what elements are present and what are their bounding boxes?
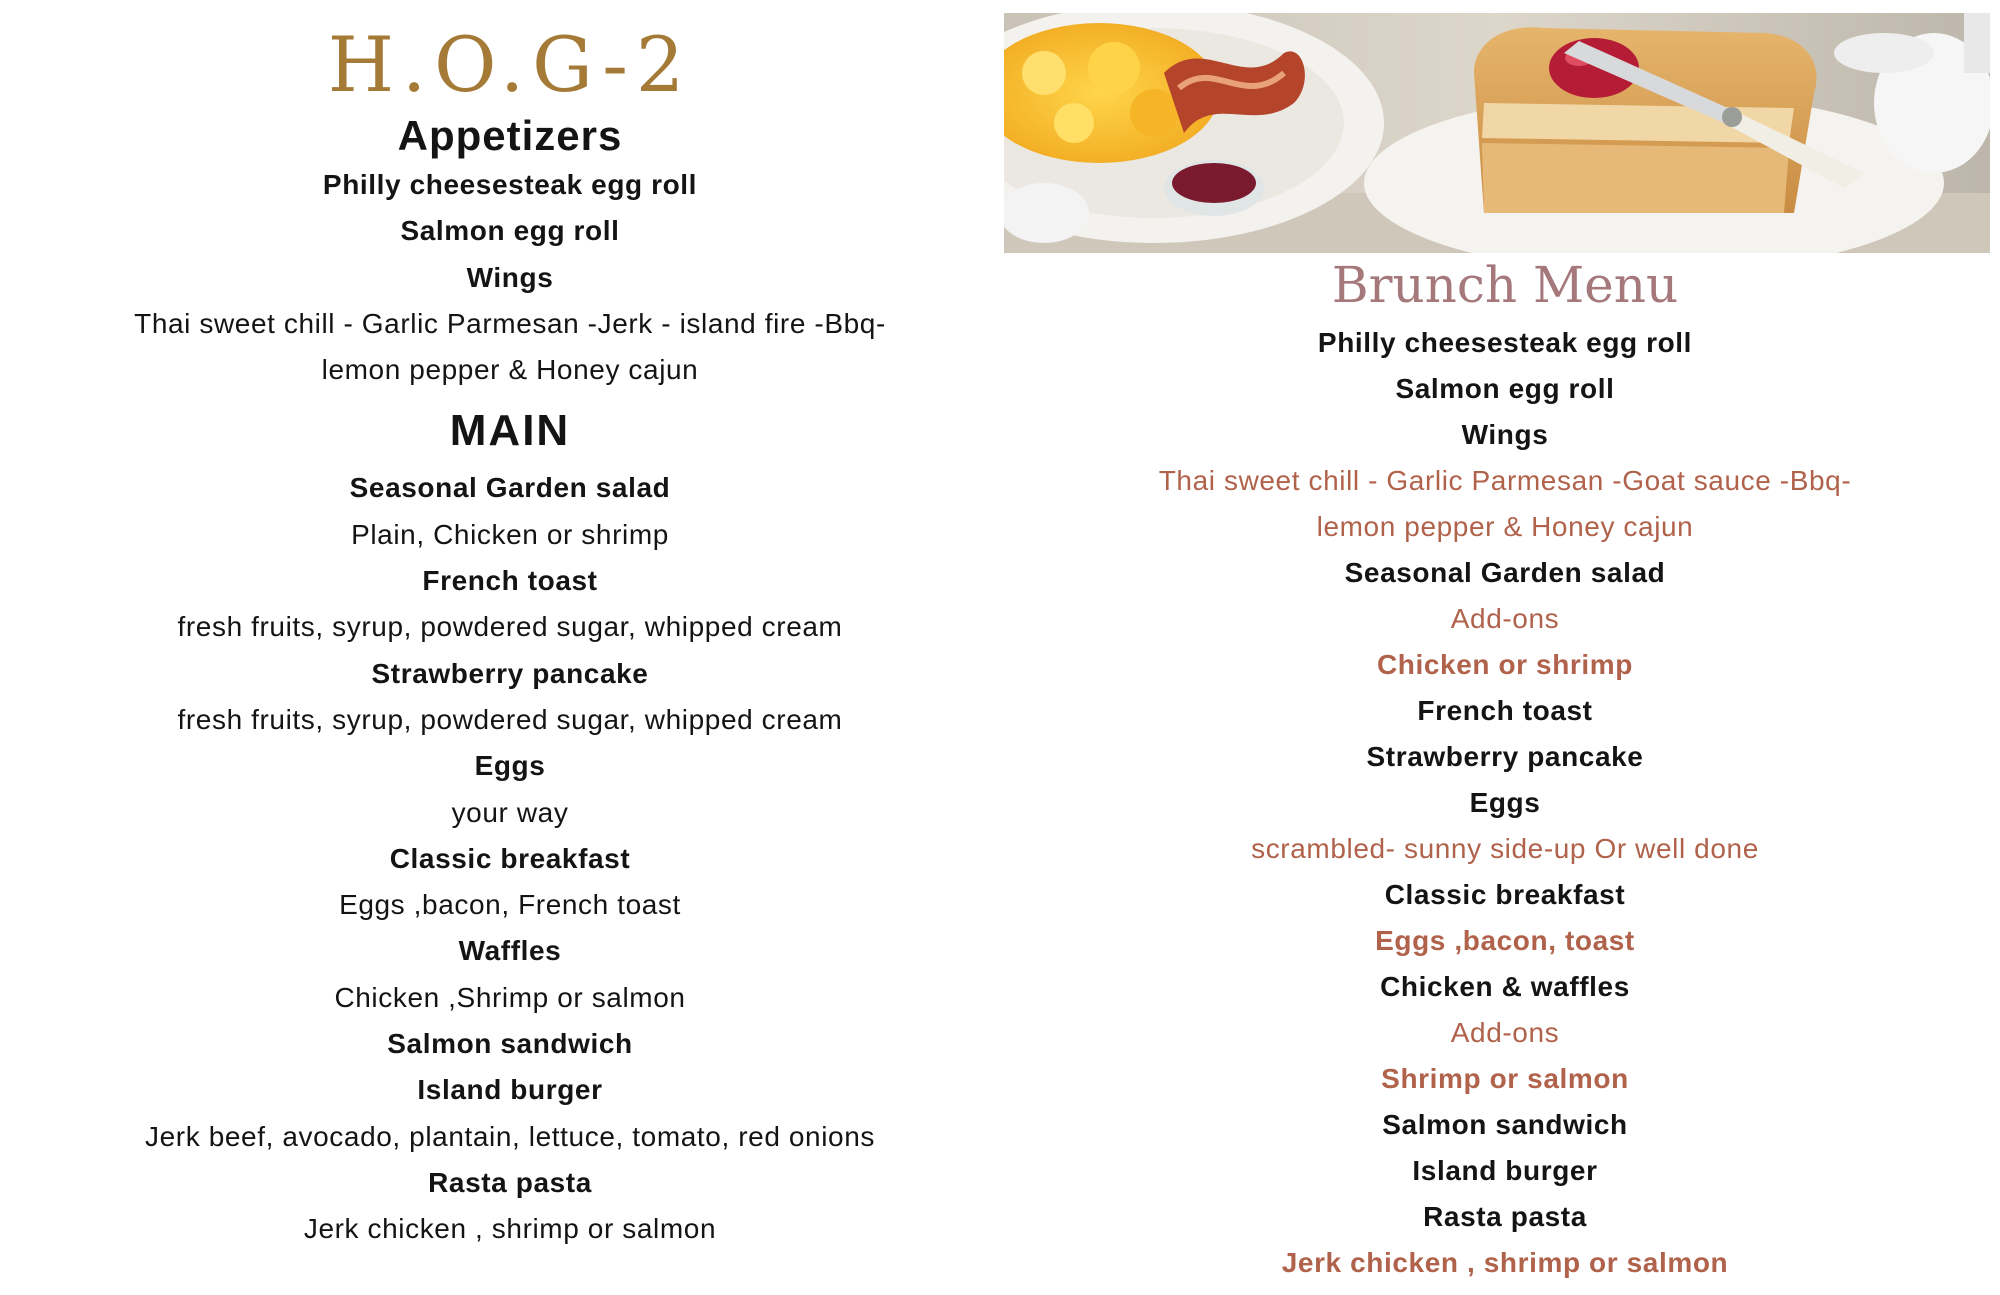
menu-item-name: Island burger (1412, 1155, 1598, 1186)
menu-item-name: Philly cheesesteak egg roll (1317, 327, 1693, 358)
menu-item-description: scrambled- sunny side-up Or well done (1251, 833, 1759, 864)
add-ons-options: Shrimp or salmon (1381, 1063, 1629, 1094)
menu-item-name: Eggs (474, 750, 546, 782)
menu-item-description: Jerk chicken , shrimp or salmon (1281, 1247, 1729, 1278)
menu-item-description: Eggs ,bacon, toast (1375, 925, 1635, 956)
menu-item-description: Thai sweet chill - Garlic Parmesan -Goat sauce -Bbq- (1158, 465, 1852, 496)
menu-item-name: Wings (1461, 419, 1549, 450)
menu-item-description: your way (451, 796, 569, 828)
add-ons-options: Chicken or shrimp (1376, 649, 1634, 680)
left-menu-column (10, 20, 1010, 1253)
menu-item-name: Rasta pasta (1423, 1201, 1587, 1232)
menu-item-name: Seasonal Garden salad (1344, 557, 1666, 588)
menu-item-name: Strawberry pancake (1366, 741, 1644, 772)
menu-item-description: lemon pepper & Honey cajun (1316, 511, 1694, 542)
brunch-menu-title: Brunch Menu (1331, 256, 1679, 314)
menu-item-name: Island burger (417, 1074, 603, 1106)
menu-item-description: Plain, Chicken or shrimp (351, 518, 669, 550)
menu-item-name: Waffles (458, 935, 562, 967)
main-heading: MAIN (449, 406, 571, 456)
menu-item-name: Salmon egg roll (1395, 373, 1615, 404)
brand-logo-text: H.O.G-2 (327, 20, 693, 109)
menu-item-description: Jerk chicken , shrimp or salmon (303, 1213, 717, 1245)
menu-item-name: Salmon egg roll (400, 215, 620, 247)
menu-item-name: French toast (1417, 695, 1593, 726)
menu-item-name: Salmon sandwich (1382, 1109, 1628, 1140)
menu-item-description: fresh fruits, syrup, powdered sugar, whipped cream (177, 611, 843, 643)
menu-item-description: Eggs ,bacon, French toast (339, 889, 681, 921)
menu-item-name: Philly cheesesteak egg roll (322, 169, 698, 200)
breakfast-photo (1004, 13, 1990, 253)
menu-item-name: Eggs (1469, 787, 1541, 818)
add-ons-label: Add-ons (1450, 603, 1560, 634)
menu-item-description: fresh fruits, syrup, powdered sugar, whipped cream (177, 703, 843, 735)
menu-item-name: Strawberry pancake (371, 657, 649, 689)
add-ons-label: Add-ons (1450, 1017, 1560, 1048)
menu-item-name: French toast (422, 565, 598, 597)
brunch-menu-column (1005, 250, 2000, 1286)
menu-item-description: lemon pepper & Honey cajun (321, 354, 699, 386)
menu-item-name: Classic breakfast (389, 842, 631, 874)
menu-item-description: Chicken ,Shrimp or salmon (334, 981, 686, 1013)
menu-item-name: Salmon sandwich (387, 1028, 633, 1060)
appetizers-heading: Appetizers (397, 112, 623, 159)
menu-item-name: Seasonal Garden salad (349, 472, 671, 504)
menu-item-description: Jerk beef, avocado, plantain, lettuce, tomato, red onions (145, 1120, 875, 1152)
menu-item-name: Classic breakfast (1384, 879, 1626, 910)
menu-item-description: Thai sweet chill - Garlic Parmesan -Jerk - island fire -Bbq- (134, 307, 886, 339)
menu-item-name: Wings (466, 261, 554, 293)
menu-item-name: Rasta pasta (428, 1166, 592, 1198)
menu-item-name: Chicken & waffles (1380, 971, 1630, 1002)
